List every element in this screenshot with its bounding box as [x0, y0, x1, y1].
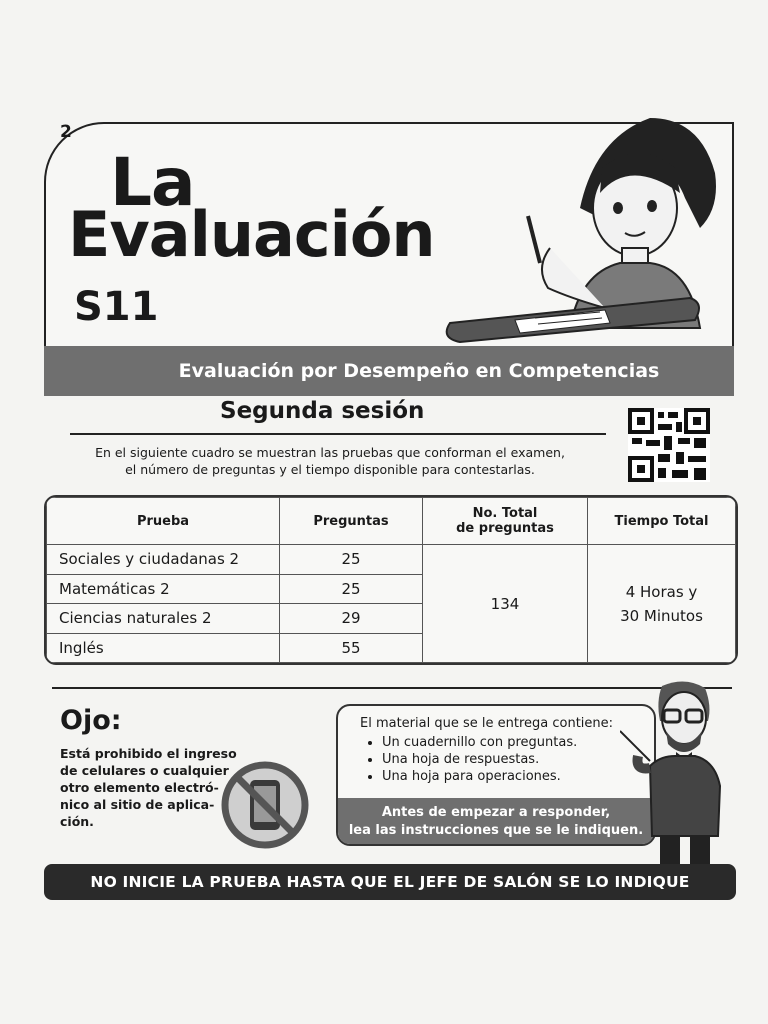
cell-tiempo [588, 545, 736, 663]
list-item: • Una hoja de respuestas. [382, 751, 577, 768]
title-line1: La [110, 144, 195, 221]
list-item: • Una hoja para operaciones. [382, 768, 577, 785]
warning-line-3: otro elemento electró- [60, 780, 219, 795]
cell-prueba: Inglés [47, 633, 280, 663]
exam-table [44, 495, 738, 665]
header-prueba: Prueba [47, 498, 280, 545]
warning-text [60, 745, 240, 830]
header-banner: Evaluación por Desempeño en Competencias [44, 346, 734, 396]
session-intro [60, 444, 600, 478]
material-banner-line2: lea las instrucciones que se le indiquen. [348, 823, 644, 838]
cell-preguntas: 55 [280, 633, 423, 663]
warning-line-1: Está prohibido el ingreso [60, 746, 237, 761]
warning-line-5: ción. [60, 814, 94, 829]
student-illustration [430, 98, 730, 344]
header-total [423, 498, 588, 545]
cell-preguntas: 25 [280, 545, 423, 575]
footer-banner: NO INICIE LA PRUEBA HASTA QUE EL JEFE DE SALÓN SE LO INDIQUE [44, 864, 736, 900]
cell-prueba: Matemáticas 2 [47, 574, 280, 604]
header-total-line1: No. Total [472, 506, 538, 521]
material-banner-line1: Antes de empezar a responder, [381, 805, 611, 820]
warning-line-2: de celulares o cualquier [60, 763, 229, 778]
warning-title: Ojo: [60, 705, 122, 736]
list-item: • Un cuadernillo con preguntas. [382, 734, 577, 751]
page-number: 2 [60, 122, 72, 142]
cell-total: 134 [423, 545, 588, 663]
material-heading: El material que se le entrega contiene: [360, 716, 614, 731]
warning-line-4: nico al sitio de aplica- [60, 797, 215, 812]
material-banner [338, 798, 654, 846]
session-divider [70, 433, 606, 435]
tiempo-line1: 4 Horas y [625, 582, 698, 601]
table-row [47, 545, 736, 575]
cell-prueba: Sociales y ciudadanas 2 [47, 545, 280, 575]
material-box [336, 704, 656, 846]
intro-line-1: En el siguiente cuadro se muestran las pruebas que conforman el examen, [95, 445, 565, 460]
header-tiempo: Tiempo Total [588, 498, 736, 545]
session-title: Segunda sesión [220, 398, 425, 424]
header-preguntas: Preguntas [280, 498, 423, 545]
cell-preguntas: 25 [280, 574, 423, 604]
qr-code-icon [628, 408, 710, 482]
subtitle-s11: S11 [74, 284, 159, 330]
tiempo-line2: 30 Minutos [620, 606, 703, 625]
header-total-line2: de preguntas [456, 521, 554, 536]
cell-prueba: Ciencias naturales 2 [47, 604, 280, 634]
cell-preguntas: 29 [280, 604, 423, 634]
title-line2: Evaluación [68, 198, 435, 271]
no-phone-icon [220, 760, 310, 850]
material-list [368, 734, 577, 785]
teacher-illustration [620, 676, 740, 866]
intro-line-2: el número de preguntas y el tiempo disponible para contestarlas. [125, 462, 535, 477]
